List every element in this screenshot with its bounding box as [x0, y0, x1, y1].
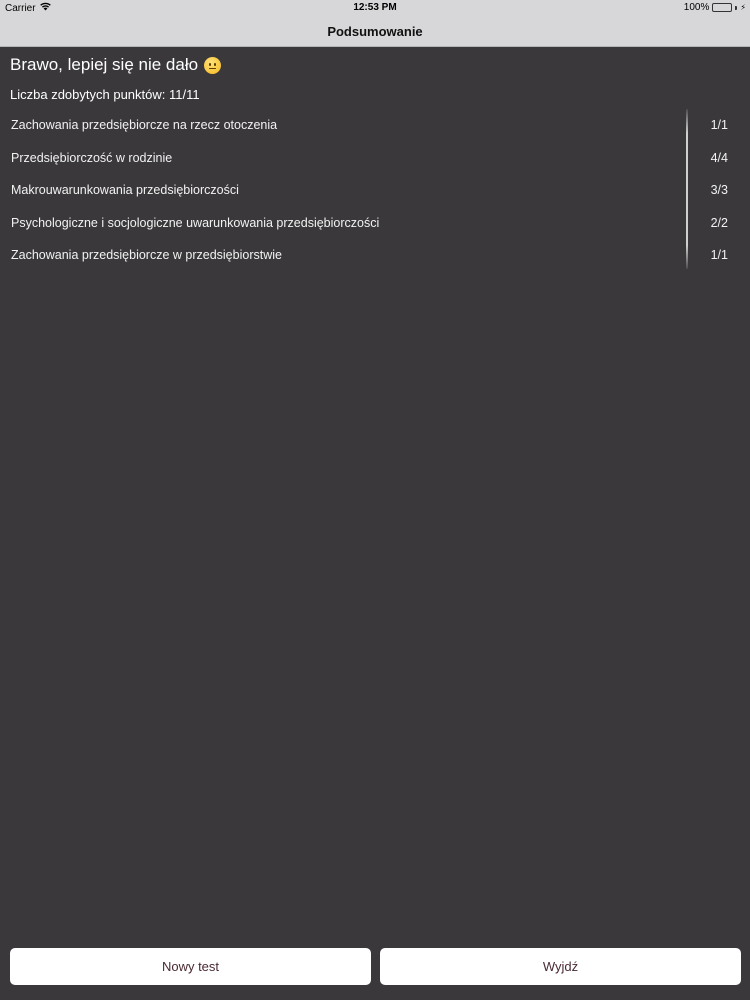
result-row [0, 174, 750, 207]
page-title: Podsumowanie [327, 23, 423, 39]
result-score: 3/3 [710, 183, 728, 198]
battery-percent: 100% [683, 2, 710, 13]
status-bar [0, 0, 750, 16]
points-summary: Liczba zdobytych punktów: 11/11 [10, 87, 200, 102]
result-score: 1/1 [710, 248, 728, 263]
result-category: Przedsiębiorczość w rodzinie [11, 150, 173, 165]
result-category: Zachowania przedsiębiorcze na rzecz otoczenia [11, 118, 278, 133]
list-scrollbar[interactable] [686, 109, 688, 269]
carrier-label: Carrier [5, 2, 36, 14]
status-right [684, 2, 746, 13]
exit-button[interactable]: Wyjdź [380, 948, 741, 985]
status-time: 12:53 PM [353, 2, 397, 13]
result-score: 1/1 [710, 118, 728, 133]
result-headline [10, 55, 221, 75]
smiley-emoji-icon [204, 57, 221, 74]
headline-text: Brawo, lepiej się nie dało [10, 55, 199, 74]
result-row [0, 142, 750, 175]
battery-icon [712, 3, 732, 12]
battery-tip [735, 6, 737, 10]
new-test-button[interactable]: Nowy test [10, 948, 371, 985]
result-row [0, 109, 750, 142]
result-category: Zachowania przedsiębiorcze w przedsiębiorstwie [11, 248, 282, 263]
result-row [0, 207, 750, 240]
result-score: 2/2 [710, 215, 728, 230]
charging-icon: ⚡ [740, 3, 746, 12]
result-row [0, 239, 750, 272]
result-category: Makrouwarunkowania przedsiębiorczości [11, 183, 239, 198]
navigation-bar [0, 16, 750, 47]
result-category: Psychologiczne i socjologiczne uwarunkowania przedsiębiorczości [11, 215, 380, 230]
results-list[interactable] [0, 109, 750, 272]
result-score: 4/4 [710, 150, 728, 165]
